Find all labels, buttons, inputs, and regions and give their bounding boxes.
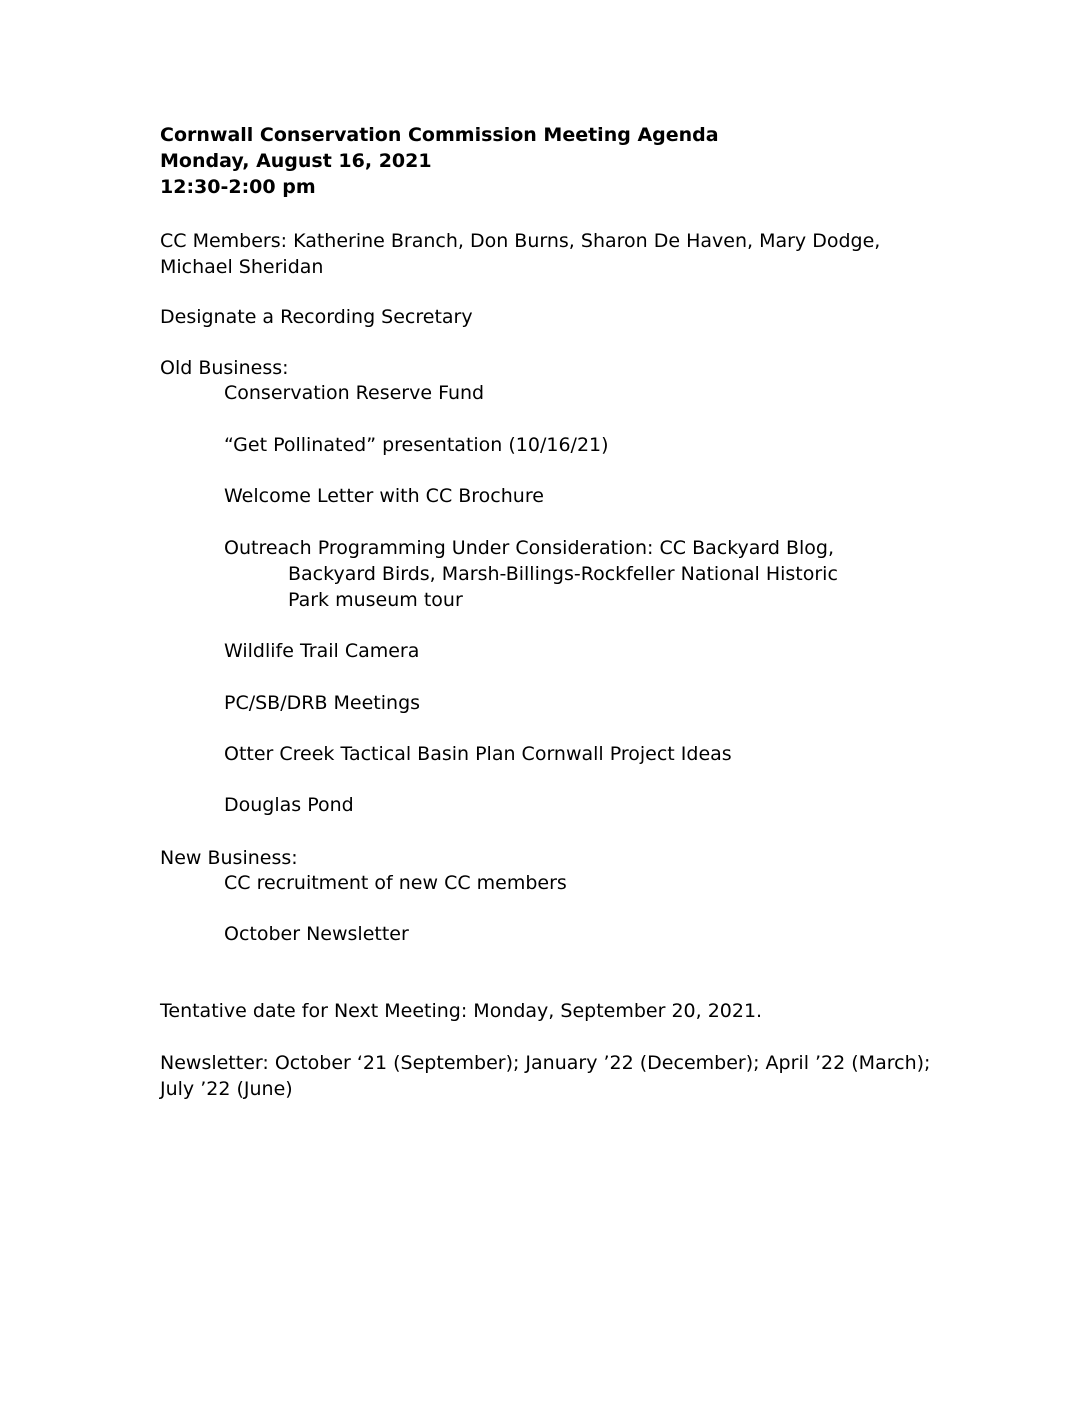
newsletter-line-1: Newsletter: October ‘21 (September); January ’22 (December); April ’22 (March); bbox=[160, 1052, 931, 1074]
meeting-time: 12:30-2:00 pm bbox=[160, 176, 316, 198]
old-business-item: Conservation Reserve Fund bbox=[224, 382, 485, 404]
old-business-item: Wildlife Trail Camera bbox=[224, 640, 420, 662]
newsletter-line-2: July ’22 (June) bbox=[160, 1078, 293, 1100]
old-business-item: Welcome Letter with CC Brochure bbox=[224, 485, 544, 507]
old-business-heading: Old Business: bbox=[160, 357, 289, 379]
old-business-item: Douglas Pond bbox=[224, 794, 354, 816]
members-line-2: Michael Sheridan bbox=[160, 256, 324, 278]
new-business-heading: New Business: bbox=[160, 847, 298, 869]
old-business-item: Outreach Programming Under Consideration: CC Backyard Blog, bbox=[224, 537, 835, 559]
old-business-item: “Get Pollinated” presentation (10/16/21) bbox=[224, 434, 609, 456]
designate-secretary: Designate a Recording Secretary bbox=[160, 306, 473, 328]
meeting-date: Monday, August 16, 2021 bbox=[160, 150, 432, 172]
old-business-item: Otter Creek Tactical Basin Plan Cornwall Project Ideas bbox=[224, 743, 732, 765]
old-business-item: PC/SB/DRB Meetings bbox=[224, 692, 421, 714]
new-business-item: October Newsletter bbox=[224, 923, 409, 945]
new-business-item: CC recruitment of new CC members bbox=[224, 872, 567, 894]
agenda-title: Cornwall Conservation Commission Meeting Agenda bbox=[160, 124, 719, 146]
next-meeting: Tentative date for Next Meeting: Monday, September 20, 2021. bbox=[160, 1000, 763, 1022]
old-business-item-continued: Backyard Birds, Marsh-Billings-Rockfeller National Historic bbox=[288, 563, 838, 585]
members-line-1: CC Members: Katherine Branch, Don Burns, Sharon De Haven, Mary Dodge, bbox=[160, 230, 881, 252]
old-business-item-continued: Park museum tour bbox=[288, 589, 463, 611]
